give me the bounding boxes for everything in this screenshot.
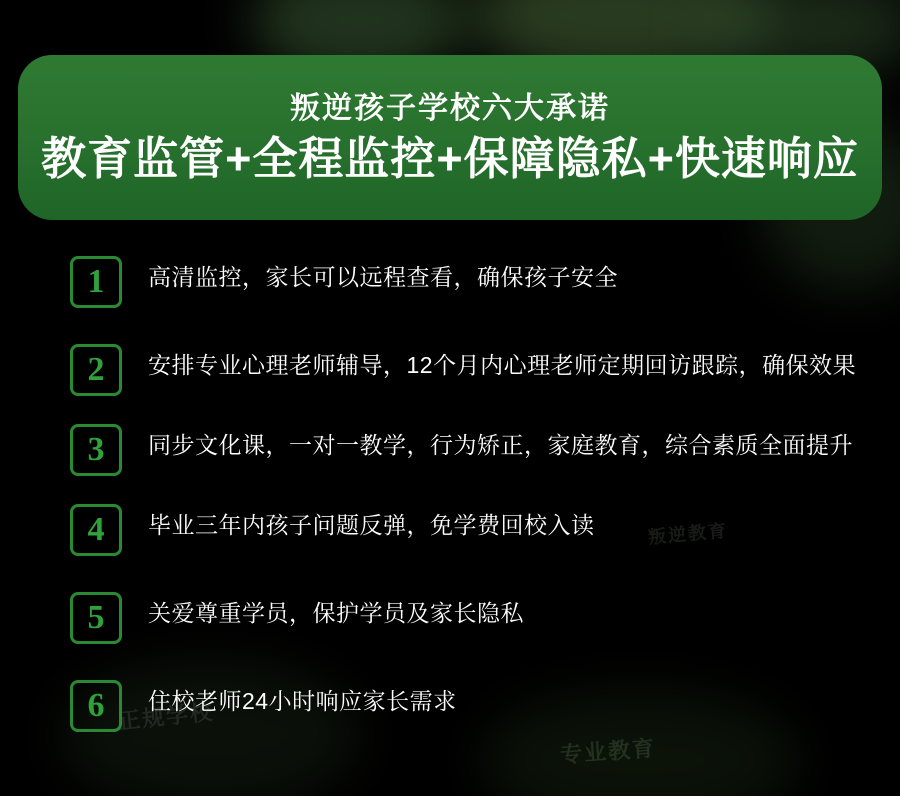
promise-list: [0, 256, 900, 738]
promise-number-badge: 3: [70, 424, 122, 476]
list-item: [0, 592, 900, 650]
promise-text: 高清监控，家长可以远程查看，确保孩子安全: [148, 264, 618, 290]
promise-number-badge: 5: [70, 592, 122, 644]
promise-text: 同步文化课，一对一教学，行为矫正，家庭教育，综合素质全面提升: [148, 432, 853, 458]
list-item: [0, 344, 900, 402]
promise-text: 毕业三年内孩子问题反弹，免学费回校入读: [148, 512, 595, 538]
promise-text: 关爱尊重学员，保护学员及家长隐私: [148, 600, 524, 626]
banner-title: 教育监管+全程监控+保障隐私+快速响应: [41, 132, 859, 184]
list-item: [0, 504, 900, 562]
promise-number-badge: 4: [70, 504, 122, 556]
promise-number-badge: 1: [70, 256, 122, 308]
list-item: [0, 680, 900, 738]
list-item: [0, 424, 900, 482]
watermark-right: 叛逆教育: [647, 520, 729, 548]
promise-text: 安排专业心理老师辅导，12个月内心理老师定期回访跟踪，确保效果: [148, 352, 857, 378]
promise-number-badge: 2: [70, 344, 122, 396]
header-banner: [18, 55, 882, 220]
promise-text: 住校老师24小时响应家长需求: [148, 688, 457, 714]
promise-number-badge: 6: [70, 680, 122, 732]
watermark-bottom: 专业教育: [559, 735, 657, 768]
list-item: [0, 256, 900, 314]
banner-subtitle: 叛逆孩子学校六大承诺: [290, 91, 610, 125]
watermark-left: 正规学校: [117, 699, 216, 734]
